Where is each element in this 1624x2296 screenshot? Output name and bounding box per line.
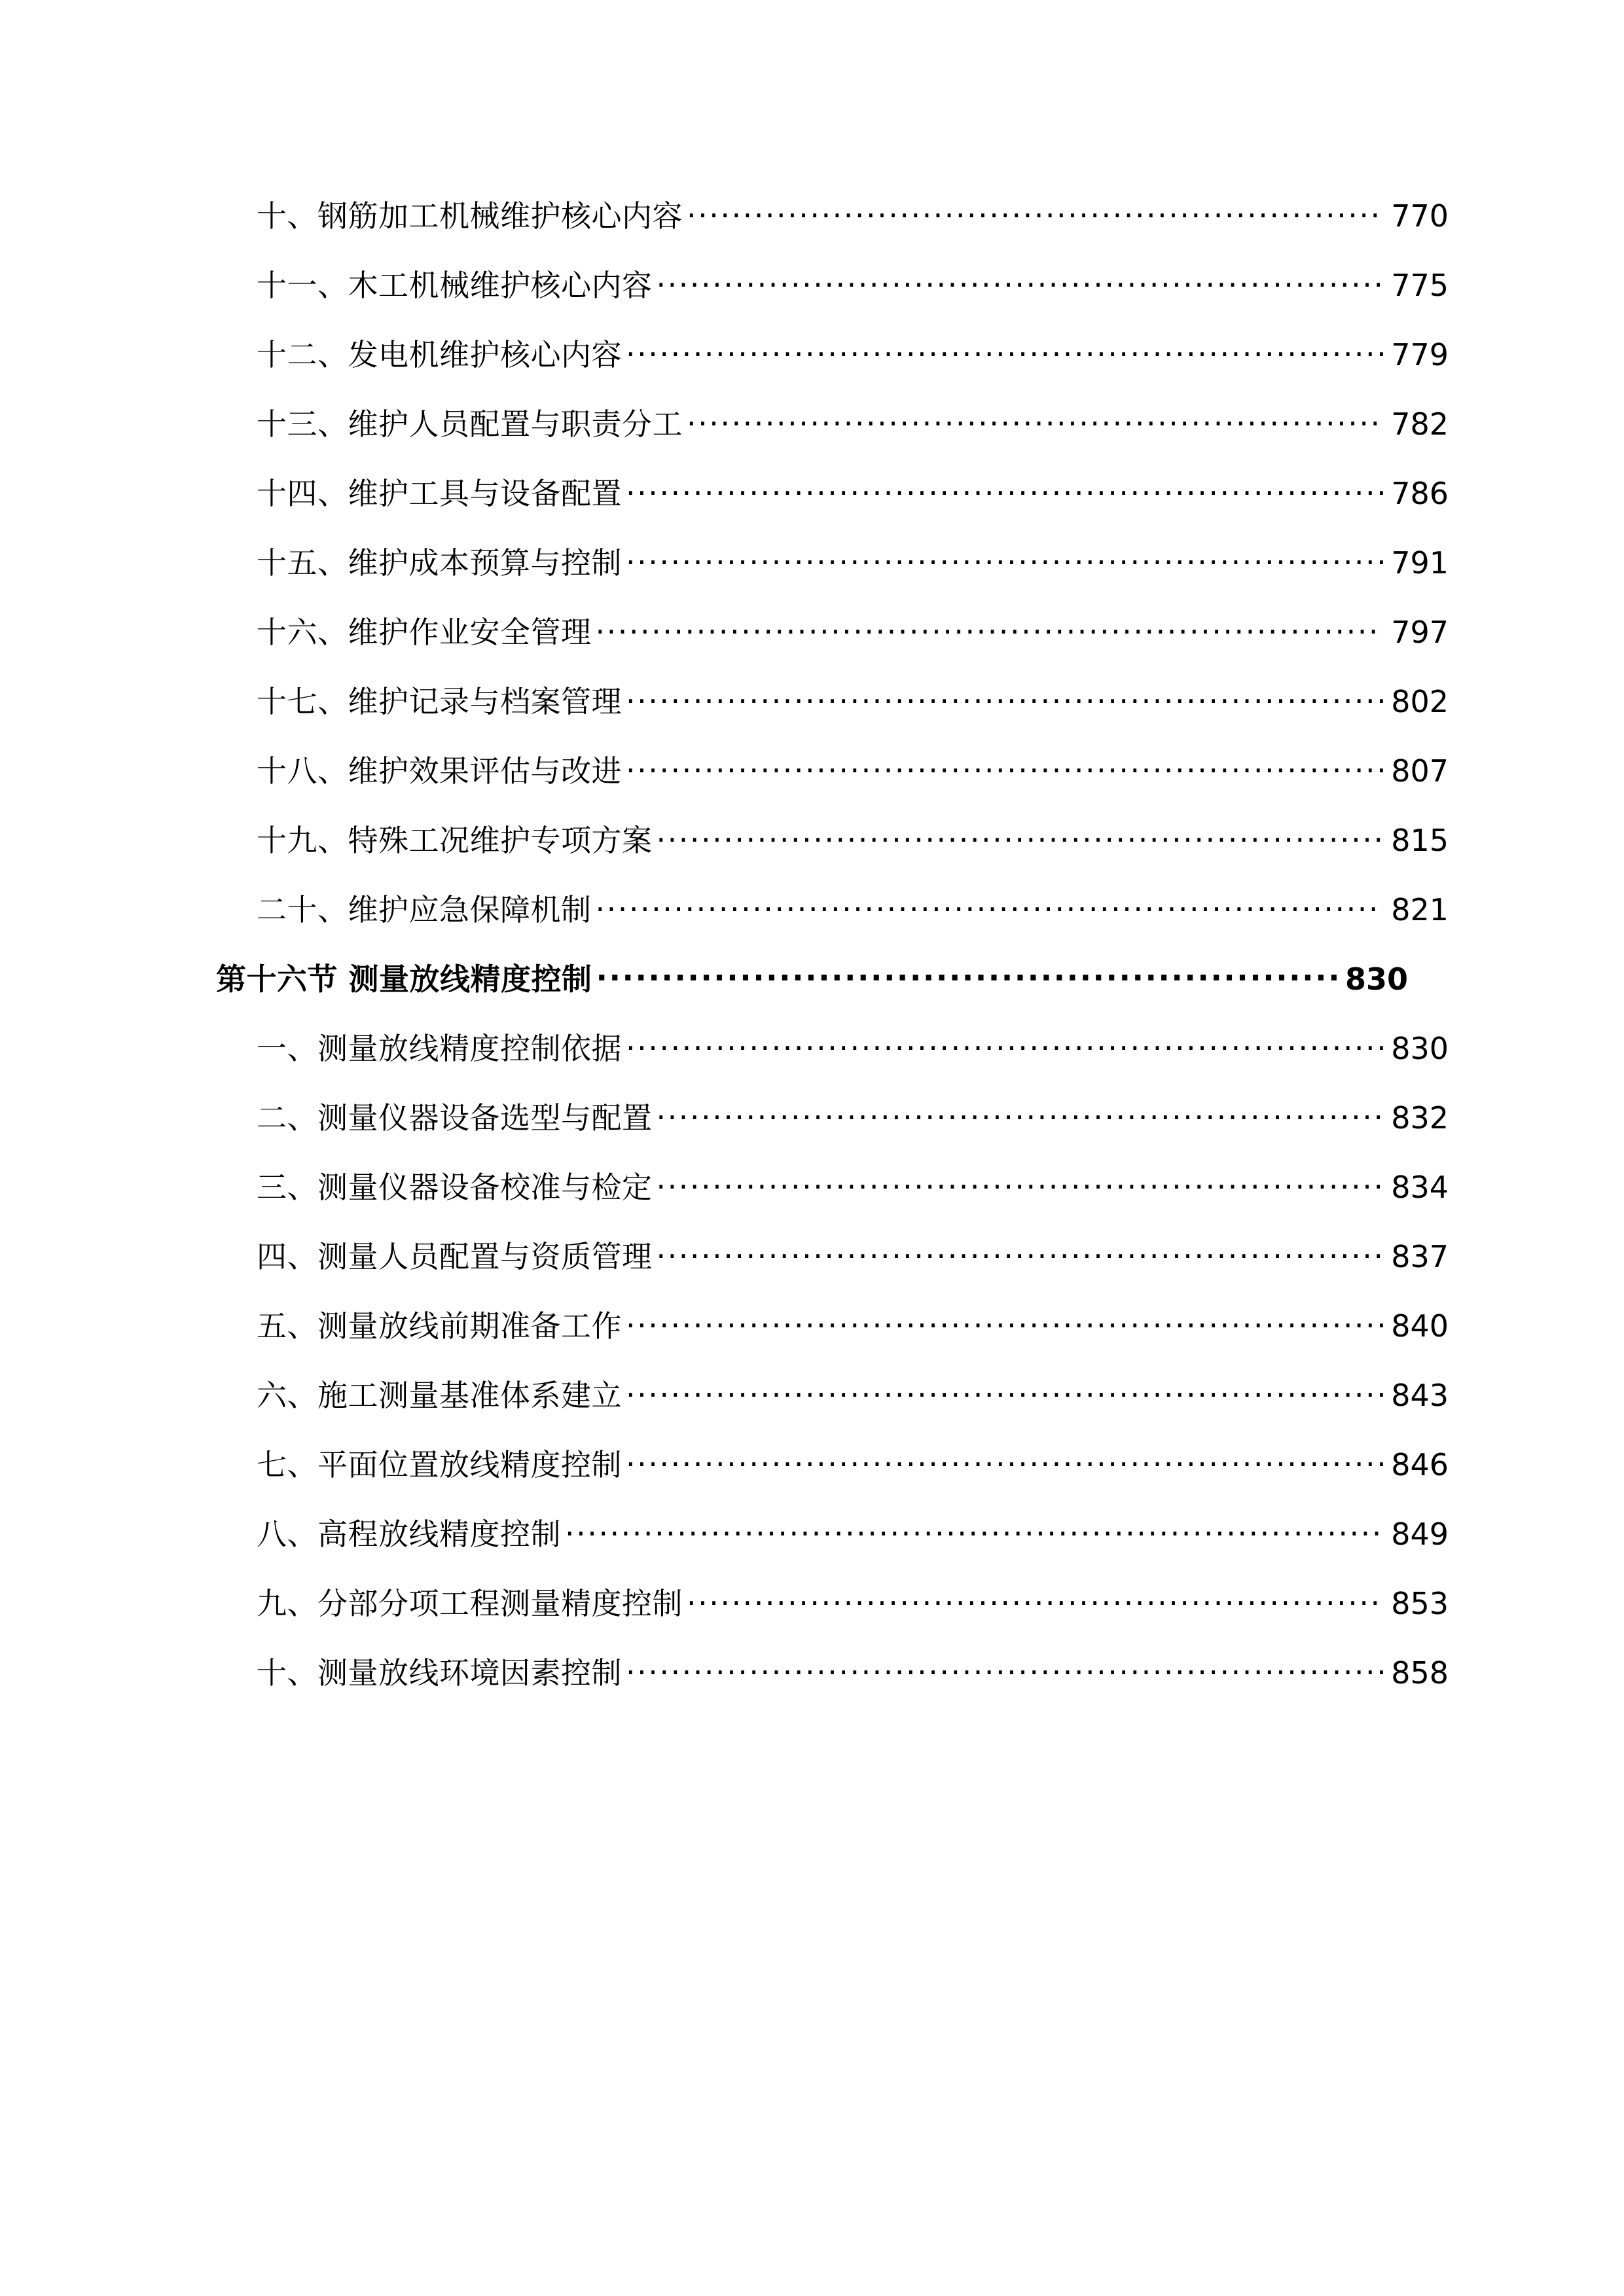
toc-entry[interactable] (216, 751, 1449, 789)
toc-entry-page-number: 843 (1391, 1378, 1449, 1413)
toc-entry-page-number: 770 (1391, 198, 1449, 234)
toc-entry-page-number: 849 (1391, 1516, 1449, 1552)
toc-entry-title: 十三、维护人员配置与职责分工 (257, 406, 683, 442)
toc-leader-dots (687, 196, 1383, 226)
toc-entry[interactable] (216, 335, 1449, 370)
toc-entry[interactable] (216, 196, 1449, 234)
toc-entry-page-number: 797 (1391, 615, 1449, 650)
toc-leader-dots (687, 1584, 1383, 1614)
toc-leader-dots (657, 821, 1384, 851)
toc-entry[interactable] (216, 266, 1449, 303)
toc-entry-title: 十六、维护作业安全管理 (257, 615, 592, 650)
toc-entry[interactable] (216, 613, 1449, 650)
table-of-contents (216, 196, 1449, 1691)
toc-leader-dots (626, 682, 1383, 712)
toc-entry[interactable] (216, 1515, 1449, 1552)
toc-entry-title: 一、测量放线精度控制依据 (257, 1031, 622, 1066)
toc-leader-dots (626, 1653, 1383, 1683)
toc-entry-title: 第十六节 测量放线精度控制 (216, 961, 592, 997)
toc-entry[interactable] (216, 890, 1449, 925)
toc-leader-dots (626, 1029, 1383, 1059)
toc-leader-dots (626, 335, 1383, 365)
toc-entry-title: 二十、维护应急保障机制 (257, 892, 592, 927)
toc-entry[interactable] (216, 1029, 1449, 1064)
toc-leader-dots (626, 751, 1383, 781)
toc-leader-dots (626, 1306, 1383, 1336)
toc-entry[interactable] (216, 1237, 1449, 1272)
toc-entry[interactable] (216, 1168, 1449, 1205)
toc-entry-title: 八、高程放线精度控制 (257, 1516, 561, 1552)
toc-entry[interactable] (216, 1445, 1449, 1480)
toc-entry-page-number: 807 (1391, 753, 1449, 789)
toc-entry-page-number: 830 (1344, 961, 1408, 997)
toc-leader-dots (687, 404, 1383, 435)
toc-entry-title: 六、施工测量基准体系建立 (257, 1378, 622, 1413)
toc-entry-title: 十八、维护效果评估与改进 (257, 753, 622, 789)
toc-entry-title: 十七、维护记录与档案管理 (257, 684, 622, 719)
toc-leader-dots (657, 1237, 1384, 1267)
toc-entry[interactable] (216, 1376, 1449, 1413)
toc-entry[interactable] (216, 1306, 1449, 1344)
toc-entry-page-number: 832 (1391, 1100, 1449, 1136)
toc-entry-title: 十四、维护工具与设备配置 (257, 476, 622, 511)
toc-entry-title: 十九、特殊工况维护专项方案 (257, 823, 653, 858)
toc-entry[interactable] (216, 1584, 1449, 1619)
toc-entry[interactable] (216, 474, 1449, 509)
toc-leader-dots (626, 1445, 1383, 1475)
toc-entry-page-number: 840 (1391, 1308, 1449, 1344)
toc-entry-page-number: 802 (1391, 684, 1449, 719)
toc-entry-page-number: 858 (1391, 1655, 1449, 1691)
toc-entry-title: 十、测量放线环境因素控制 (257, 1655, 622, 1691)
toc-entry-page-number: 786 (1391, 476, 1449, 511)
toc-leader-dots (596, 960, 1341, 990)
toc-entry-title: 九、分部分项工程测量精度控制 (257, 1586, 683, 1621)
toc-entry[interactable] (216, 543, 1449, 581)
toc-leader-dots (565, 1515, 1383, 1545)
toc-entry[interactable] (216, 960, 1408, 997)
toc-entry-page-number: 782 (1391, 406, 1449, 442)
toc-entry-page-number: 837 (1391, 1239, 1449, 1274)
toc-leader-dots (657, 266, 1384, 296)
toc-entry[interactable] (216, 821, 1449, 858)
toc-entry-title: 十一、木工机械维护核心内容 (257, 268, 653, 303)
toc-leader-dots (657, 1098, 1384, 1128)
toc-entry[interactable] (216, 404, 1449, 442)
toc-entry-page-number: 815 (1391, 823, 1449, 858)
toc-leader-dots (596, 890, 1384, 920)
toc-entry-title: 十、钢筋加工机械维护核心内容 (257, 198, 683, 234)
toc-entry[interactable] (216, 1098, 1449, 1136)
toc-entry-page-number: 821 (1391, 892, 1449, 927)
toc-entry-page-number: 775 (1391, 268, 1449, 303)
toc-entry-page-number: 846 (1391, 1447, 1449, 1482)
toc-leader-dots (626, 543, 1383, 573)
toc-entry-title: 五、测量放线前期准备工作 (257, 1308, 622, 1344)
toc-entry-title: 二、测量仪器设备选型与配置 (257, 1100, 653, 1136)
toc-entry-page-number: 791 (1391, 545, 1449, 581)
toc-entry-title: 四、测量人员配置与资质管理 (257, 1239, 653, 1274)
toc-entry-page-number: 853 (1391, 1586, 1449, 1621)
toc-leader-dots (626, 474, 1383, 504)
toc-entry-page-number: 834 (1391, 1170, 1449, 1205)
toc-leader-dots (626, 1376, 1383, 1406)
toc-leader-dots (657, 1168, 1384, 1198)
toc-entry[interactable] (216, 682, 1449, 717)
toc-entry-title: 十五、维护成本预算与控制 (257, 545, 622, 581)
toc-leader-dots (596, 613, 1384, 643)
toc-entry-title: 七、平面位置放线精度控制 (257, 1447, 622, 1482)
toc-entry-page-number: 779 (1391, 337, 1449, 372)
toc-entry[interactable] (216, 1653, 1449, 1691)
toc-entry-title: 十二、发电机维护核心内容 (257, 337, 622, 372)
toc-entry-page-number: 830 (1391, 1031, 1449, 1066)
toc-entry-title: 三、测量仪器设备校准与检定 (257, 1170, 653, 1205)
